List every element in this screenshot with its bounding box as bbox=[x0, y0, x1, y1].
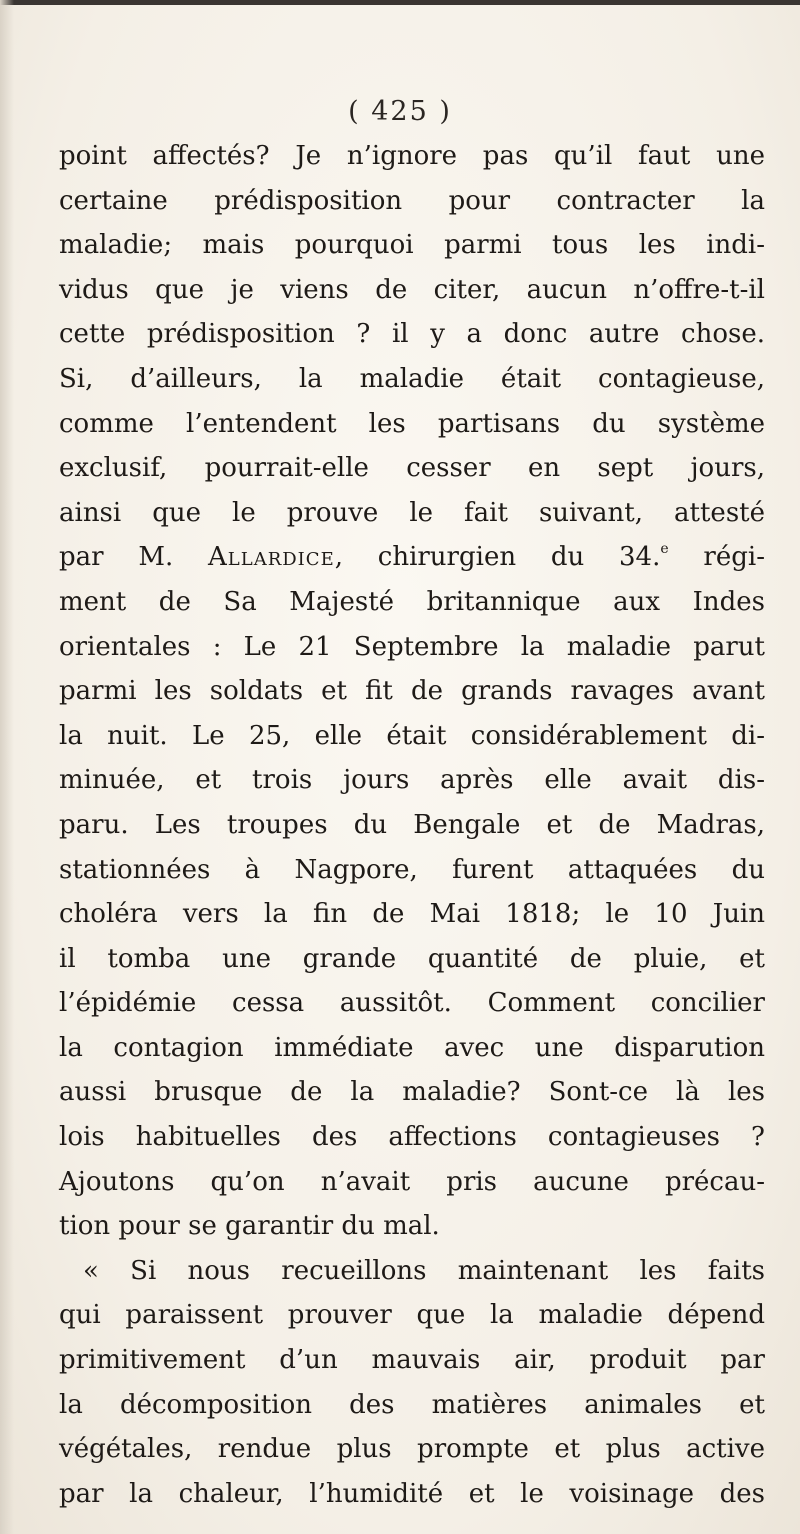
text-line: exclusif, pourrait-elle cesser en sept jours, bbox=[59, 453, 765, 484]
body-text bbox=[59, 134, 765, 1516]
text-line: minuée, et trois jours après elle avait dis- bbox=[59, 765, 765, 796]
text-line: il tomba une grande quantité de pluie, et bbox=[59, 943, 765, 974]
text-line: ment de Sa Majesté britannique aux Indes bbox=[59, 586, 765, 617]
text-line: Si, d’ailleurs, la maladie était contagieuse, bbox=[59, 363, 765, 394]
text-line: la décomposition des matières animales et bbox=[59, 1389, 765, 1420]
text-line: comme l’entendent les partisans du système bbox=[59, 408, 765, 439]
text-line: Ajoutons qu’on n’avait pris aucune précau- bbox=[59, 1166, 765, 1197]
text-line: aussi brusque de la maladie? Sont-ce là les bbox=[59, 1077, 765, 1108]
ordinal-superscript: e bbox=[660, 541, 669, 558]
text-line: « Si nous recueillons maintenant les faits bbox=[83, 1255, 765, 1286]
text-line: parmi les soldats et fit de grands ravages avant bbox=[59, 676, 765, 707]
page-number: ( 425 ) bbox=[348, 96, 452, 127]
top-rule bbox=[0, 0, 800, 5]
text-line: paru. Les troupes du Bengale et de Madras, bbox=[59, 809, 765, 840]
text-line: la contagion immédiate avec une disparution bbox=[59, 1032, 765, 1063]
text-line: choléra vers la fin de Mai 1818; le 10 Juin bbox=[59, 899, 765, 930]
text-line: qui paraissent prouver que la maladie dépend bbox=[59, 1300, 765, 1331]
text-line: tion pour se garantir du mal. bbox=[59, 1211, 440, 1242]
line-ten-after: régi- bbox=[668, 542, 765, 573]
text-line: orientales : Le 21 Septembre la maladie parut bbox=[59, 631, 765, 662]
text-line: la nuit. Le 25, elle était considérablement di- bbox=[59, 720, 765, 751]
text-line-allardice bbox=[59, 535, 765, 580]
text-line: primitivement d’un mauvais air, produit par bbox=[59, 1345, 765, 1376]
text-line: cette prédisposition ? il y a donc autre chose. bbox=[59, 319, 765, 350]
text-line: par la chaleur, l’humidité et le voisinage des bbox=[59, 1478, 765, 1509]
text-line: maladie; mais pourquoi parmi tous les indi- bbox=[59, 230, 765, 261]
text-line: l’épidémie cessa aussitôt. Comment concilier bbox=[59, 988, 765, 1019]
text-line: vidus que je viens de citer, aucun n’offre-t-il bbox=[59, 274, 765, 305]
text-line: lois habituelles des affections contagieuses ? bbox=[59, 1122, 765, 1153]
line-ten-middle: , chirurgien du 34. bbox=[334, 542, 661, 573]
text-line: point affectés? Je n’ignore pas qu’il faut une bbox=[59, 141, 765, 171]
surgeon-name: Allardice bbox=[208, 542, 335, 573]
text-line: stationnées à Nagpore, furent attaquées du bbox=[59, 854, 765, 885]
text-line: végétales, rendue plus prompte et plus active bbox=[59, 1434, 765, 1465]
text-line: ainsi que le prouve le fait suivant, attesté bbox=[59, 497, 765, 528]
binding-shadow bbox=[0, 0, 14, 1534]
line-ten-before: par M. bbox=[59, 542, 174, 573]
text-line: certaine prédisposition pour contracter la bbox=[59, 185, 765, 216]
